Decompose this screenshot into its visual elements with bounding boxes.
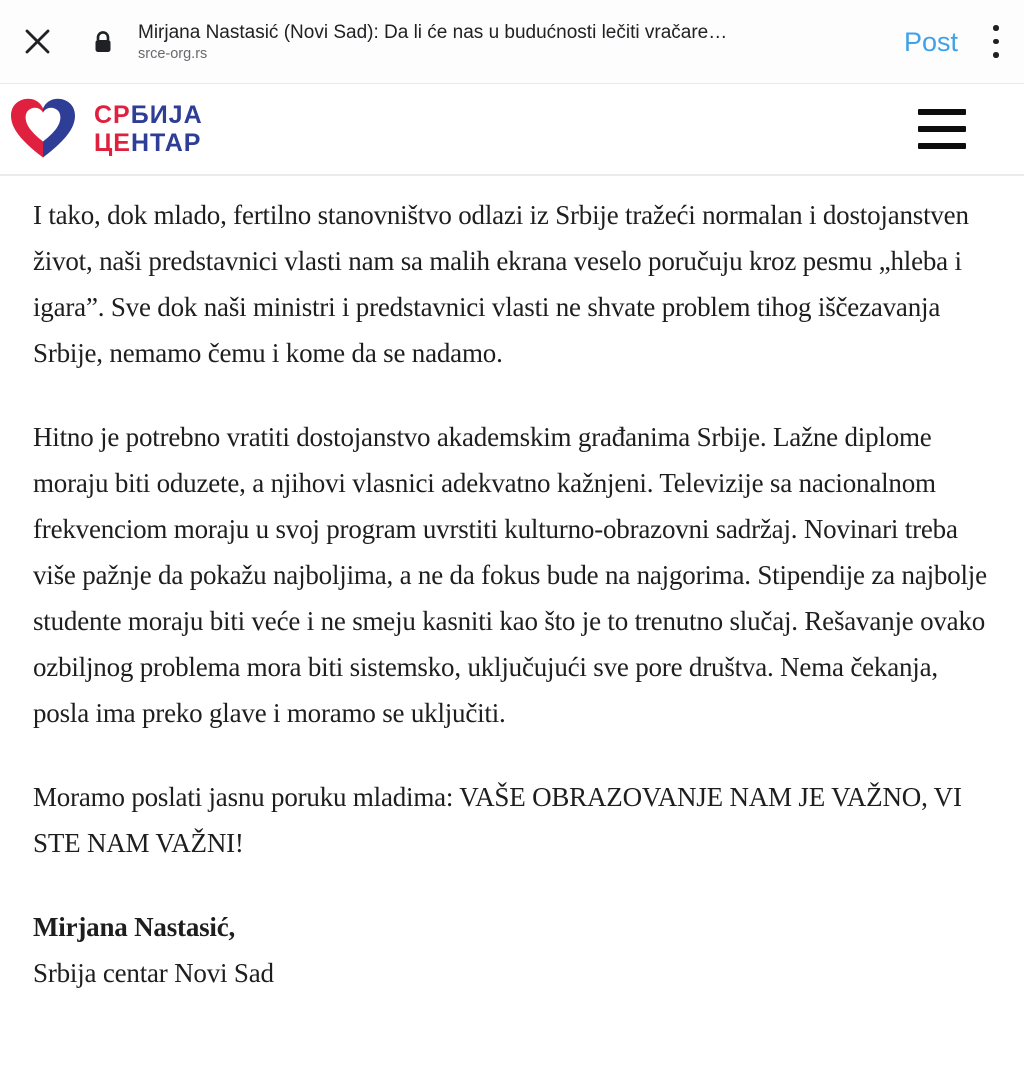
- open-in-post-app-button[interactable]: Post: [903, 26, 958, 57]
- signature-name: Mirjana Nastasić,: [33, 912, 236, 942]
- article-body: [0, 176, 1024, 996]
- signature-organization: Srbija centar Novi Sad: [33, 958, 274, 988]
- logo-wordmark: [94, 101, 203, 157]
- close-tab-button[interactable]: [14, 19, 60, 65]
- wordmark-line2-red: ЦЕ: [94, 129, 131, 157]
- overflow-dot: [993, 25, 999, 31]
- wordmark-line1-blue: БИЈА: [130, 101, 203, 129]
- site-header: [0, 84, 1024, 176]
- hamburger-icon: [918, 109, 966, 115]
- tab-url: srce-org.rs: [138, 46, 208, 62]
- hamburger-icon: [918, 143, 966, 149]
- article-signature: [33, 904, 991, 996]
- page-title-block: [138, 20, 890, 63]
- site-logo[interactable]: [8, 97, 203, 161]
- article-paragraph: Hitno je potrebno vratiti dostojanstvo akademskim građanima Srbije. Lažne diplome moraju biti oduzete, a njihovi vlasnici adekvatno kažnjeni. Televizije sa nacionalnom frekvenciom moraju u svoj program uvrstiti kulturno-obrazovni sadržaj. Novinari treba više pažnje da pokažu najboljima, a ne da fokus bude na najgorima. Stipendije za najbolje studente moraju biti veće i ne smeju kasniti kao što je to trenutno slučaj. Rešavanje ovako ozbiljnog problema mora biti sistemsko, uključujući sve pore društva. Nema čekanja, posla ima preko glave i moramo se uključiti.: [33, 422, 987, 728]
- wordmark-line2-blue: НТАР: [130, 129, 202, 157]
- wordmark-line1-red: СР: [94, 101, 131, 129]
- article-paragraph: Moramo poslati jasnu poruku mladima: VAŠE OBRAZOVANJE NAM JE VAŽNO, VI STE NAM VAŽNI!: [33, 782, 962, 858]
- browser-custom-tab-bar: [0, 0, 1024, 84]
- site-security-button[interactable]: [94, 31, 112, 53]
- tab-title: Mirjana Nastasić (Novi Sad): Da li će nas u budućnosti lečiti vračare…: [138, 22, 728, 43]
- overflow-menu-button[interactable]: [982, 19, 1010, 65]
- split-heart-icon: [8, 97, 78, 161]
- hamburger-icon: [918, 126, 966, 132]
- article-paragraph: I tako, dok mlado, fertilno stanovništvo odlazi iz Srbije tražeći normalan i dostojanstven život, naši predstavnici vlasti nam sa malih ekrana veselo poručuju kroz pesmu „hleba i igara”. Sve dok naši ministri i predstavnici vlasti ne shvate problem tihog iščezavanja Srbije, nemamo čemu i kome da se nadamo.: [33, 200, 969, 368]
- close-icon: [24, 28, 51, 55]
- lock-icon: [94, 31, 112, 53]
- menu-button[interactable]: [918, 105, 966, 153]
- overflow-dot: [993, 39, 999, 45]
- overflow-dot: [993, 52, 999, 58]
